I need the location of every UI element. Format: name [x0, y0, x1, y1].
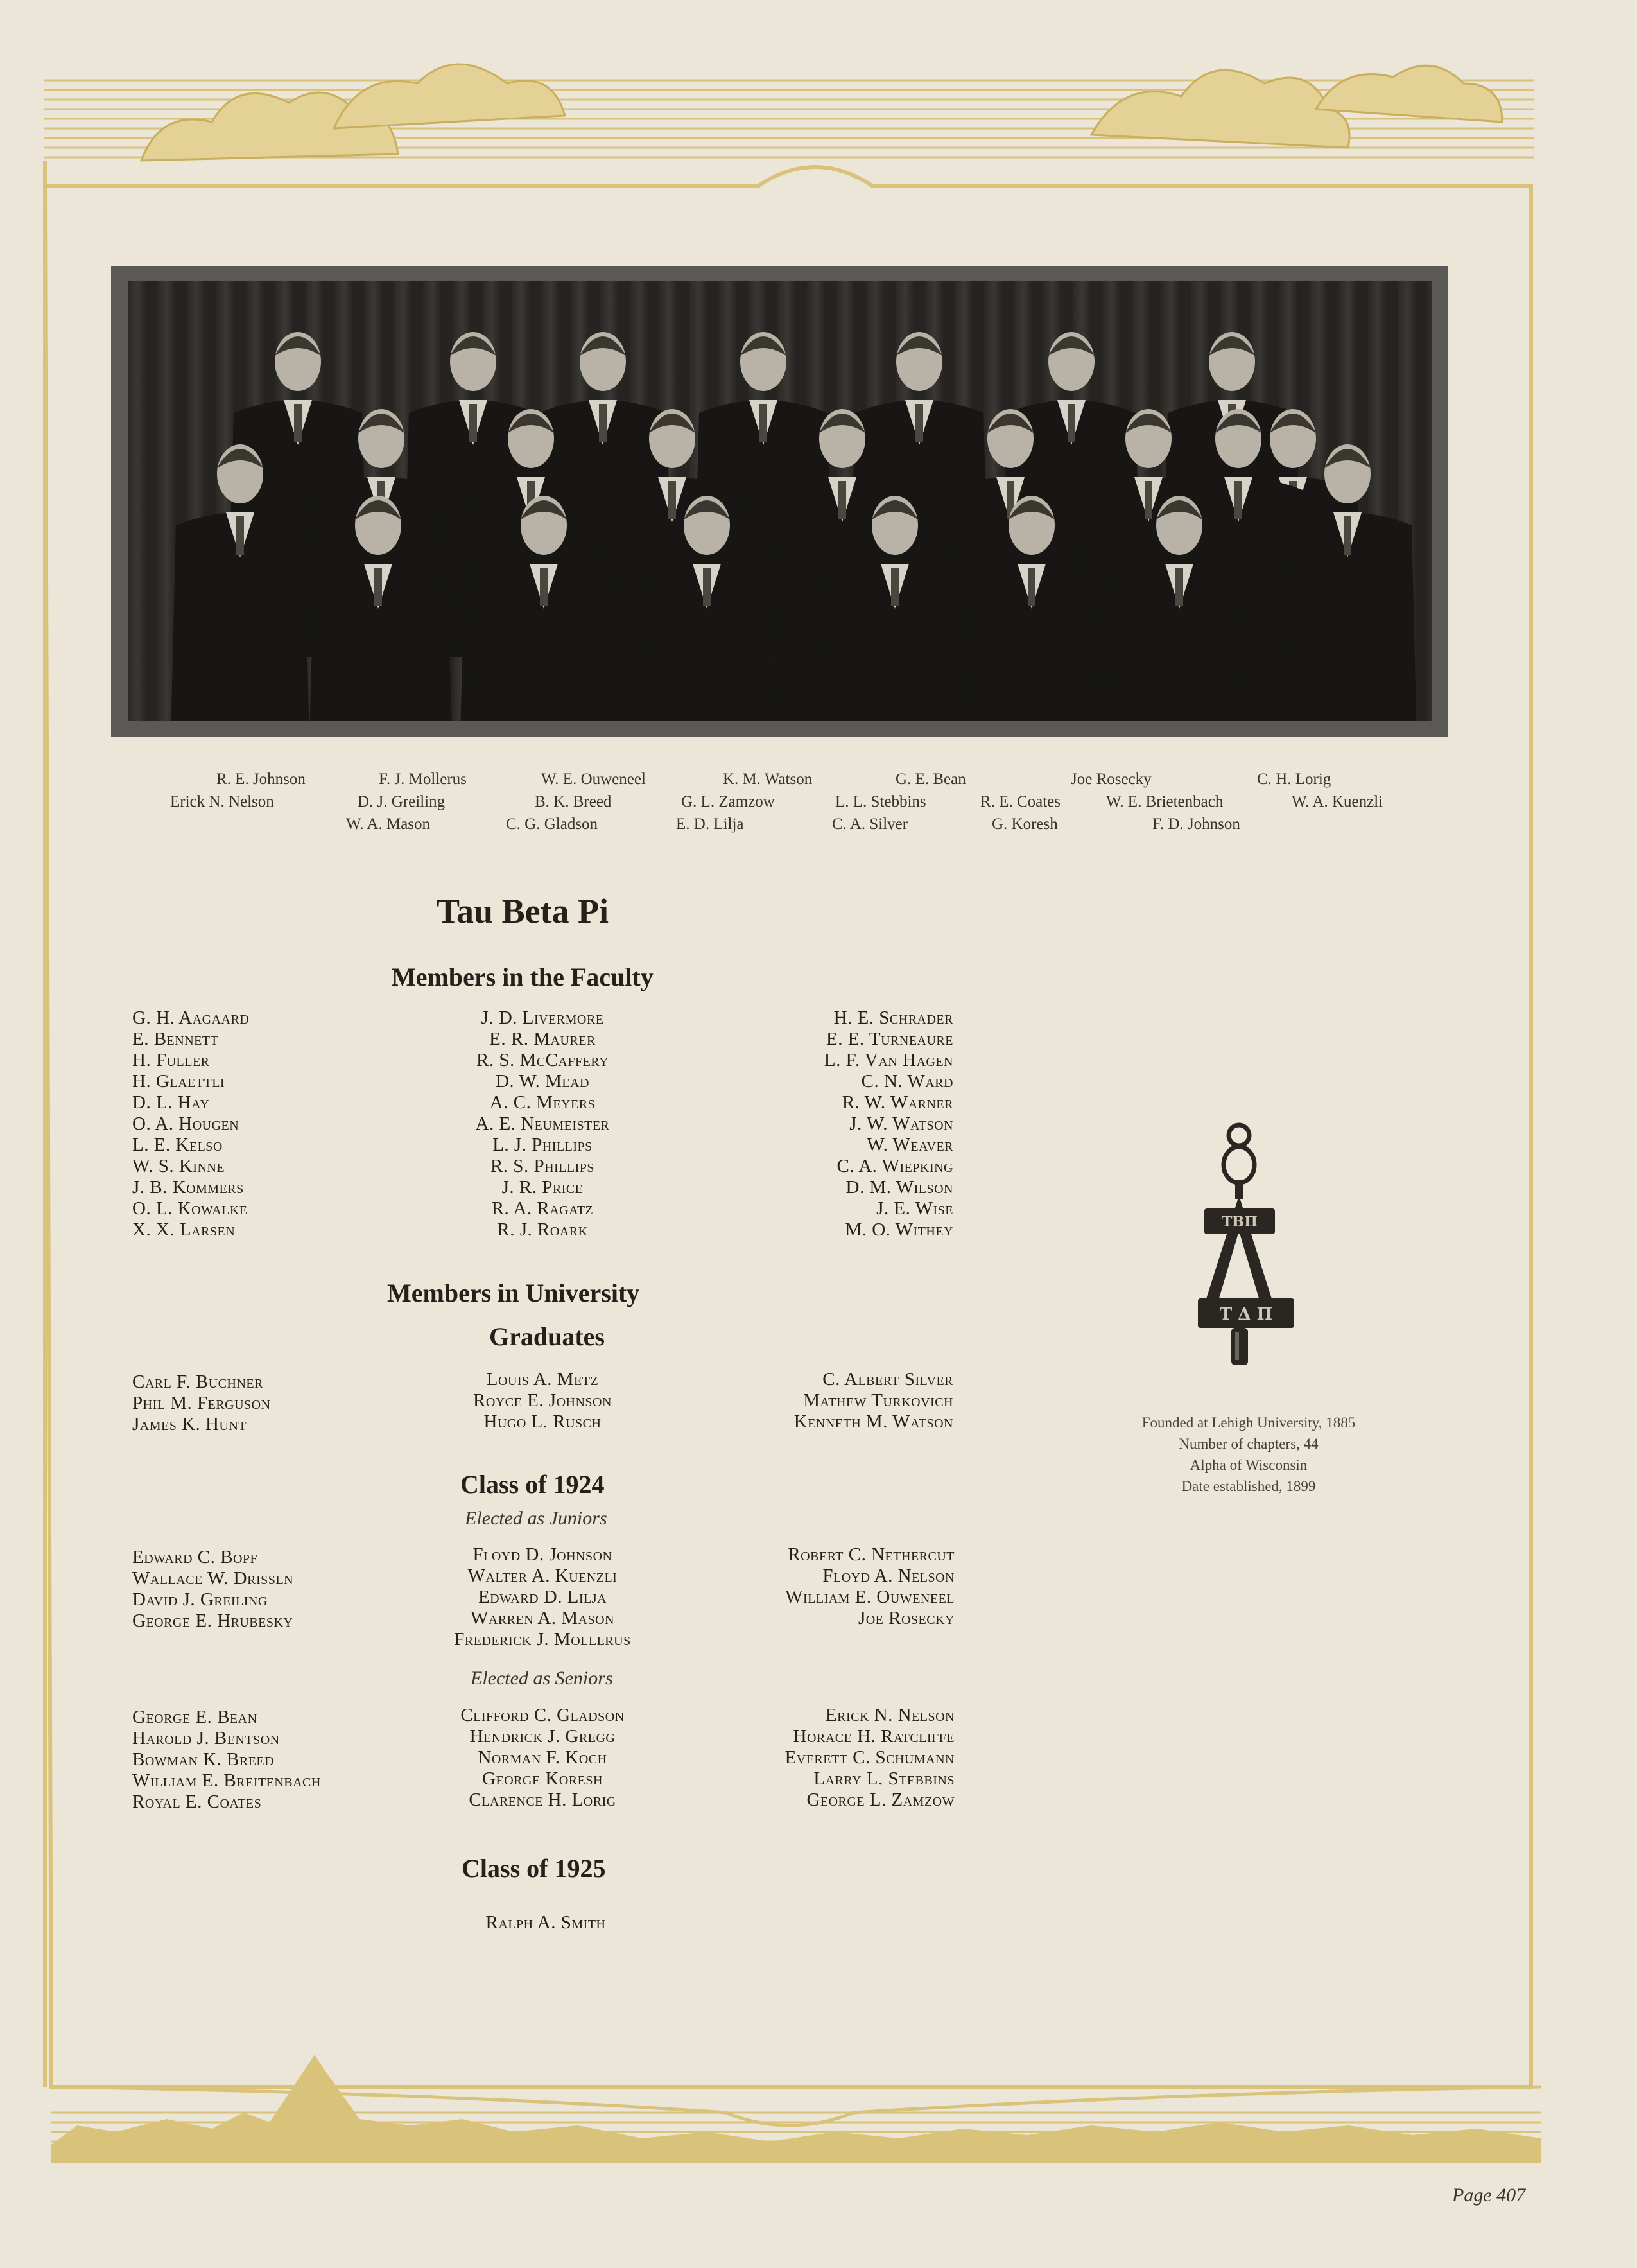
class-1924-heading: Class of 1924	[460, 1470, 605, 1499]
member-name: Warren A. Mason	[471, 1608, 614, 1628]
member-name: Floyd A. Nelson	[822, 1566, 955, 1586]
member-name: Clarence H. Lorig	[469, 1790, 616, 1810]
member-name: William E. Ouweneel	[785, 1587, 955, 1607]
member-name: A. C. Meyers	[489, 1092, 596, 1113]
member-name: L. F. Van Hagen	[824, 1050, 953, 1070]
member-name: Hugo L. Rusch	[483, 1411, 602, 1432]
member-name: Ralph A. Smith	[485, 1912, 606, 1933]
member-name: William E. Breitenbach	[132, 1770, 321, 1791]
member-name: Bowman K. Breed	[132, 1749, 275, 1770]
caption-name: C. G. Gladson	[506, 816, 598, 833]
faculty-column-3	[745, 1008, 953, 1241]
juniors-column-2	[411, 1544, 674, 1650]
member-name: L. E. Kelso	[132, 1135, 223, 1155]
member-name: Kenneth M. Watson	[793, 1411, 953, 1432]
member-name: Edward D. Lilja	[478, 1587, 607, 1607]
member-name: Phil M. Ferguson	[132, 1393, 271, 1413]
member-name: J. E. Wise	[876, 1198, 953, 1219]
juniors-column-3	[745, 1544, 955, 1629]
member-name: Harold J. Bentson	[132, 1728, 280, 1749]
key-info-line: Alpha of Wisconsin	[1190, 1457, 1308, 1473]
svg-text:Τ Δ Π: Τ Δ Π	[1219, 1305, 1273, 1324]
faculty-heading: Members in the Faculty	[392, 963, 654, 991]
member-name: R. W. Warner	[842, 1092, 953, 1113]
key-description	[1104, 1412, 1393, 1497]
graduates-heading: Graduates	[489, 1322, 605, 1351]
graduates-column-1	[132, 1372, 271, 1435]
member-name: Carl F. Buchner	[132, 1372, 263, 1392]
key-info-line: Date established, 1899	[1181, 1478, 1316, 1494]
member-name: R. S. McCaffery	[476, 1050, 609, 1070]
member-name: L. J. Phillips	[492, 1135, 593, 1155]
member-name: Larry L. Stebbins	[813, 1768, 955, 1789]
caption-name: R. E. Coates	[980, 793, 1061, 810]
university-heading: Members in University	[387, 1278, 640, 1307]
member-name: J. D. Livermore	[481, 1008, 604, 1028]
caption-name: W. A. Kuenzli	[1292, 793, 1383, 810]
member-name: Robert C. Nethercut	[788, 1544, 955, 1565]
member-name: Joe Rosecky	[858, 1608, 955, 1628]
member-name: Norman F. Koch	[478, 1747, 607, 1768]
member-name: J. B. Kommers	[132, 1177, 244, 1198]
member-name: Louis A. Metz	[486, 1369, 599, 1390]
member-name: Hendrick J. Gregg	[469, 1726, 616, 1747]
caption-name: W. E. Ouweneel	[541, 771, 646, 788]
member-name: C. Albert Silver	[822, 1369, 953, 1390]
graduates-column-3	[745, 1369, 953, 1433]
caption-name: R. E. Johnson	[216, 771, 306, 788]
caption-name: F. J. Mollerus	[379, 771, 467, 788]
caption-name: C. A. Silver	[832, 816, 908, 833]
caption-name: W. E. Brietenbach	[1106, 793, 1224, 810]
caption-name: F. D. Johnson	[1152, 816, 1240, 833]
member-name: Everett C. Schumann	[784, 1747, 955, 1768]
graduates-column-2	[411, 1369, 674, 1433]
member-name: M. O. Withey	[845, 1219, 953, 1240]
member-name: J. W. Watson	[849, 1113, 953, 1134]
caption-name: W. A. Mason	[346, 816, 431, 833]
class-1925-heading: Class of 1925	[462, 1854, 606, 1883]
member-name: H. E. Schrader	[833, 1008, 953, 1028]
member-name: C. A. Wiepking	[836, 1156, 953, 1176]
caption-name: Joe Rosecky	[1071, 771, 1152, 788]
faculty-column-2	[411, 1008, 674, 1241]
member-name: R. A. Ragatz	[491, 1198, 594, 1219]
member-name: James K. Hunt	[132, 1414, 247, 1435]
faculty-column-1	[132, 1008, 249, 1241]
member-name: Royce E. Johnson	[473, 1390, 612, 1411]
page-title: Tau Beta Pi	[437, 892, 609, 930]
seniors-column-1	[132, 1707, 321, 1813]
seniors-column-2	[411, 1705, 674, 1811]
member-name: X. X. Larsen	[132, 1219, 236, 1240]
member-name: George E. Bean	[132, 1707, 257, 1727]
member-name: W. S. Kinne	[132, 1156, 225, 1176]
caption-name: L. L. Stebbins	[835, 793, 926, 810]
member-name: D. L. Hay	[132, 1092, 210, 1113]
member-name: Erick N. Nelson	[825, 1705, 955, 1725]
member-name: George L. Zamzow	[806, 1790, 955, 1810]
curtain-fold	[128, 281, 147, 721]
member-name: George Koresh	[482, 1768, 603, 1789]
member-name: D. W. Mead	[495, 1071, 590, 1092]
member-name: Mathew Turkovich	[803, 1390, 953, 1411]
member-name: Frederick J. Mollerus	[454, 1629, 631, 1650]
caption-name: C. H. Lorig	[1257, 771, 1331, 788]
member-name: E. R. Maurer	[489, 1029, 596, 1049]
member-name: E. Bennett	[132, 1029, 219, 1049]
photo-image	[128, 281, 1432, 721]
member-name: Royal E. Coates	[132, 1792, 262, 1812]
member-name: Edward C. Bopf	[132, 1547, 258, 1567]
key-info-line: Number of chapters, 44	[1179, 1436, 1319, 1452]
member-name: E. E. Turneaure	[826, 1029, 953, 1049]
member-name: O. L. Kowalke	[132, 1198, 248, 1219]
tau-beta-pi-key-icon	[1185, 1119, 1313, 1388]
member-name: Horace H. Ratcliffe	[793, 1726, 955, 1747]
member-name: R. J. Roark	[497, 1219, 588, 1240]
caption-name: B. K. Breed	[535, 793, 612, 810]
elected-juniors-label: Elected as Juniors	[465, 1508, 607, 1529]
elected-seniors-label: Elected as Seniors	[471, 1668, 613, 1689]
member-name: H. Fuller	[132, 1050, 210, 1070]
svg-text:ΤΒΠ: ΤΒΠ	[1222, 1214, 1258, 1230]
member-name: Walter A. Kuenzli	[467, 1566, 618, 1586]
member-name: R. S. Phillips	[490, 1156, 595, 1176]
class-1925-members	[411, 1912, 680, 1933]
key-info-line: Founded at Lehigh University, 1885	[1141, 1415, 1356, 1431]
group-photograph	[111, 266, 1448, 737]
juniors-column-1	[132, 1547, 293, 1632]
member-name: A. E. Neumeister	[475, 1113, 610, 1134]
member-name: W. Weaver	[867, 1135, 953, 1155]
member-name: J. R. Price	[501, 1177, 584, 1198]
caption-name: E. D. Lilja	[676, 816, 744, 833]
member-name: G. H. Aagaard	[132, 1008, 250, 1028]
member-name: O. A. Hougen	[132, 1113, 239, 1134]
member-name: David J. Greiling	[132, 1589, 268, 1610]
caption-name: D. J. Greiling	[358, 793, 446, 810]
caption-name: G. E. Bean	[896, 771, 966, 788]
page-number: Page 407	[1452, 2185, 1526, 2206]
member-name: H. Glaettli	[132, 1071, 225, 1092]
photo-figures	[128, 281, 1432, 721]
member-name: Floyd D. Johnson	[472, 1544, 612, 1565]
caption-name: Erick N. Nelson	[170, 793, 274, 810]
member-name: C. N. Ward	[861, 1071, 953, 1092]
member-name: D. M. Wilson	[845, 1177, 953, 1198]
seniors-column-3	[745, 1705, 955, 1811]
member-name: Clifford C. Gladson	[460, 1705, 625, 1725]
curtain-fold	[1427, 281, 1432, 721]
caption-name: K. M. Watson	[723, 771, 813, 788]
caption-name: G. L. Zamzow	[681, 793, 775, 810]
member-name: Wallace W. Drissen	[132, 1568, 294, 1589]
caption-name: G. Koresh	[992, 816, 1058, 833]
member-name: George E. Hrubesky	[132, 1610, 293, 1631]
